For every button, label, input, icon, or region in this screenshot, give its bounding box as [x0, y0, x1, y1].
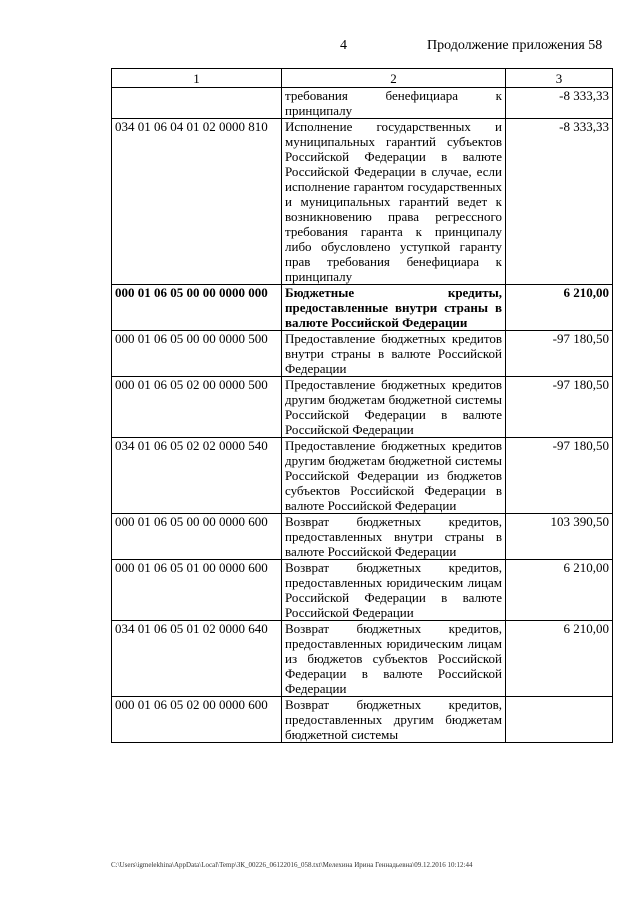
row-description: Предоставление бюджетных кредитов другим бюджетам бюджетной системы Российской Федерации из бюджетов субъектов Российской Федерации в валюте Российской Федерации: [282, 438, 506, 514]
row-code: 000 01 06 05 02 00 0000 500: [112, 377, 282, 438]
row-code: 000 01 06 05 01 00 0000 600: [112, 560, 282, 621]
row-description: Предоставление бюджетных кредитов внутри страны в валюте Российской Федерации: [282, 331, 506, 377]
budget-table: [111, 68, 613, 743]
row-code: 000 01 06 05 00 00 0000 600: [112, 514, 282, 560]
row-description: Бюджетные кредиты, предоставленные внутри страны в валюте Российской Федерации: [282, 285, 506, 331]
row-description: Возврат бюджетных кредитов, предоставленных внутри страны в валюте Российской Федерации: [282, 514, 506, 560]
row-code: 034 01 06 04 01 02 0000 810: [112, 119, 282, 285]
row-code: [112, 88, 282, 119]
row-code: 034 01 06 05 01 02 0000 640: [112, 621, 282, 697]
table-body: [112, 88, 613, 743]
row-amount: 6 210,00: [506, 621, 613, 697]
table-row: [112, 621, 613, 697]
table-row: [112, 560, 613, 621]
row-code: 000 01 06 05 00 00 0000 500: [112, 331, 282, 377]
row-description: Предоставление бюджетных кредитов другим бюджетам бюджетной системы Российской Федерации в валюте Российской Федерации: [282, 377, 506, 438]
table-row: [112, 88, 613, 119]
row-amount: 6 210,00: [506, 285, 613, 331]
row-description: Возврат бюджетных кредитов, предоставленных юридическим лицам из бюджетов субъектов Российской Федерации в валюте Российской Федерации: [282, 621, 506, 697]
row-amount: -8 333,33: [506, 88, 613, 119]
table-row: [112, 377, 613, 438]
row-description: требования бенефициара к принципалу: [282, 88, 506, 119]
row-description: Возврат бюджетных кредитов, предоставленных другим бюджетам бюджетной системы: [282, 697, 506, 743]
table-row: [112, 331, 613, 377]
footer-file-path: C:\Users\igmelekhina\AppData\Local\Temp\ЗК_00226_06122016_058.txt\Мелехина Ирина Геннадьевна\09.12.2016 10:12:44: [111, 861, 473, 869]
column-header-row: [112, 69, 613, 88]
table-row: [112, 438, 613, 514]
row-amount: -8 333,33: [506, 119, 613, 285]
row-description: Возврат бюджетных кредитов, предоставленных юридическим лицам Российской Федерации в валюте Российской Федерации: [282, 560, 506, 621]
continuation-label: Продолжение приложения 58: [427, 38, 603, 53]
row-amount: -97 180,50: [506, 438, 613, 514]
table-row: [112, 285, 613, 331]
row-amount: [506, 697, 613, 743]
page-number: 4: [340, 38, 347, 53]
row-amount: 6 210,00: [506, 560, 613, 621]
column-header-amount: 3: [506, 69, 613, 88]
row-amount: -97 180,50: [506, 331, 613, 377]
row-description: Исполнение государственных и муниципальных гарантий субъектов Российской Федерации в валюте Российской Федерации в случае, если исполнение гарантом государственных и муниципальных гарантий ведет к возникновению права регрессного требования гаранта к принципалу либо обусловлено уступкой гаранту прав требования бенефициара к принципалу: [282, 119, 506, 285]
table-row: [112, 514, 613, 560]
row-code: 000 01 06 05 02 00 0000 600: [112, 697, 282, 743]
row-code: 034 01 06 05 02 02 0000 540: [112, 438, 282, 514]
row-amount: 103 390,50: [506, 514, 613, 560]
table-row: [112, 119, 613, 285]
table-row: [112, 697, 613, 743]
row-amount: -97 180,50: [506, 377, 613, 438]
column-header-description: 2: [282, 69, 506, 88]
column-header-code: 1: [112, 69, 282, 88]
row-code: 000 01 06 05 00 00 0000 000: [112, 285, 282, 331]
